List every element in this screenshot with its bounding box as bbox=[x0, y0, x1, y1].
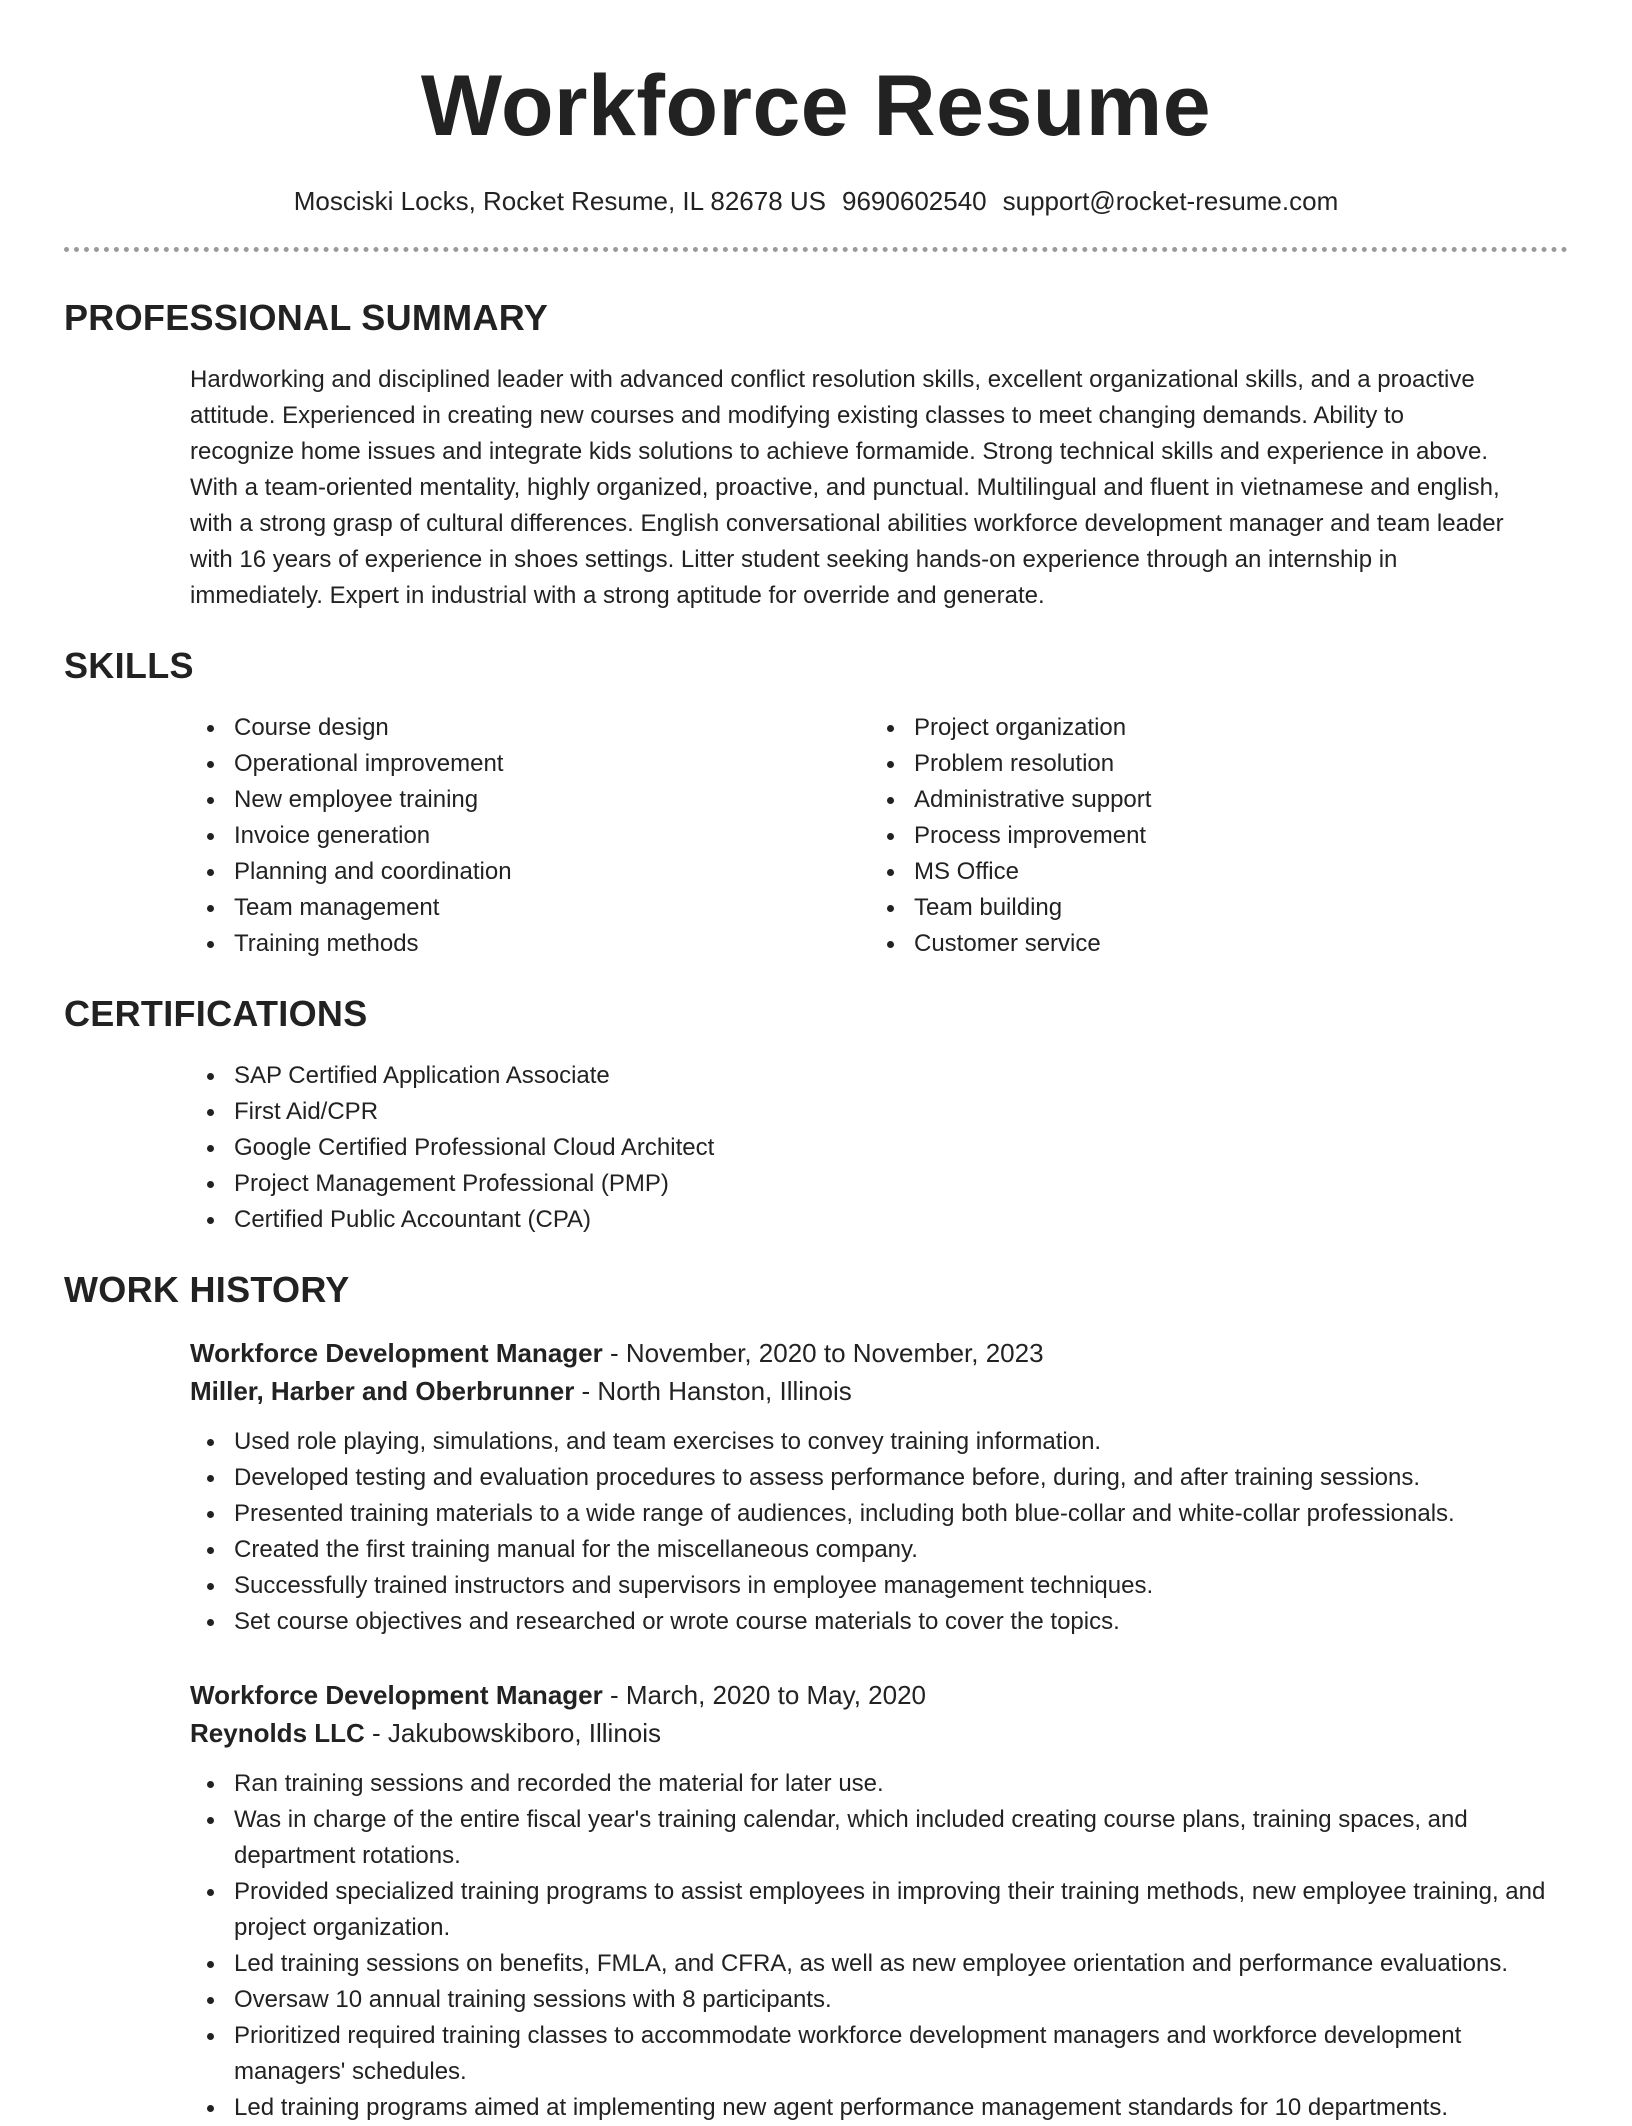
summary-line: with a strong grasp of cultural differences. English conversational abilities workforce development manager and team leader bbox=[190, 510, 1504, 537]
contact-phone: 9690602540 bbox=[842, 186, 987, 216]
skill-item: New employee training bbox=[190, 782, 870, 818]
section-heading-work-history: WORK HISTORY bbox=[64, 1269, 350, 1310]
summary-paragraph bbox=[190, 362, 1568, 614]
certification-item: First Aid/CPR bbox=[190, 1094, 1568, 1130]
summary-line: with 16 years of experience in shoes settings. Litter student seeking hands-on experience through an internship in bbox=[190, 546, 1398, 573]
contact-line bbox=[64, 184, 1568, 218]
header-divider bbox=[64, 247, 1568, 252]
contact-address: Mosciski Locks, Rocket Resume, IL 82678 US bbox=[293, 186, 827, 216]
job-duty-item: Successfully trained instructors and supervisors in employee management techniques. bbox=[190, 1568, 1568, 1604]
skill-item: Administrative support bbox=[870, 782, 1550, 818]
contact-email: support@rocket-resume.com bbox=[1002, 186, 1339, 216]
skill-item: Process improvement bbox=[870, 818, 1550, 854]
certification-item: Project Management Professional (PMP) bbox=[190, 1166, 1568, 1202]
skills-list-left bbox=[190, 710, 870, 962]
job-company: Miller, Harber and Oberbrunner bbox=[190, 1376, 575, 1406]
skills-list-right bbox=[870, 710, 1550, 962]
summary-line: recognize home issues and integrate kids solutions to achieve formamide. Strong technical skills and experience in above. bbox=[190, 438, 1489, 465]
section-heading-summary: PROFESSIONAL SUMMARY bbox=[64, 297, 549, 338]
job-duty-item: Led training sessions on benefits, FMLA, and CFRA, as well as new employee orientation and performance evaluations. bbox=[190, 1946, 1568, 1982]
job-entry bbox=[64, 1676, 1568, 2126]
section-heading-skills: SKILLS bbox=[64, 645, 194, 686]
skill-item: Project organization bbox=[870, 710, 1550, 746]
job-duty-item: Created the first training manual for the miscellaneous company. bbox=[190, 1532, 1568, 1568]
job-company-line bbox=[190, 1372, 1568, 1410]
skills-columns bbox=[190, 710, 1568, 962]
certification-item: SAP Certified Application Associate bbox=[190, 1058, 1568, 1094]
skills-section bbox=[64, 644, 1568, 962]
skill-item: Course design bbox=[190, 710, 870, 746]
skill-item: MS Office bbox=[870, 854, 1550, 890]
job-duty-item: Set course objectives and researched or wrote course materials to cover the topics. bbox=[190, 1604, 1568, 1640]
skill-item: Problem resolution bbox=[870, 746, 1550, 782]
skill-item: Operational improvement bbox=[190, 746, 870, 782]
job-duty-item: Developed testing and evaluation procedures to assess performance before, during, and after training sessions. bbox=[190, 1460, 1568, 1496]
job-duty-item: Led training programs aimed at implementing new agent performance management standards for 10 departments. bbox=[190, 2090, 1568, 2126]
job-company: Reynolds LLC bbox=[190, 1718, 365, 1748]
work-history-section bbox=[64, 1268, 1568, 2126]
job-company-line bbox=[190, 1714, 1568, 1752]
skill-item: Team management bbox=[190, 890, 870, 926]
job-entry bbox=[64, 1334, 1568, 1640]
section-heading-certifications: CERTIFICATIONS bbox=[64, 993, 368, 1034]
job-duty-item: Provided specialized training programs to assist employees in improving their training methods, new employee training, and project organization. bbox=[190, 1874, 1568, 1946]
job-duties-list bbox=[190, 1424, 1568, 1640]
summary-line: immediately. Expert in industrial with a strong aptitude for override and generate. bbox=[190, 582, 1045, 609]
resume-title: Workforce Resume bbox=[420, 58, 1212, 154]
job-duty-item: Ran training sessions and recorded the material for later use. bbox=[190, 1766, 1568, 1802]
skill-item: Planning and coordination bbox=[190, 854, 870, 890]
summary-line: Hardworking and disciplined leader with advanced conflict resolution skills, excellent organizational skills, and a proactive bbox=[190, 366, 1475, 393]
job-title: Workforce Development Manager bbox=[190, 1338, 603, 1368]
job-title-line bbox=[190, 1334, 1568, 1372]
skill-item: Training methods bbox=[190, 926, 870, 962]
certification-item: Google Certified Professional Cloud Architect bbox=[190, 1130, 1568, 1166]
skill-item: Team building bbox=[870, 890, 1550, 926]
certification-item: Certified Public Accountant (CPA) bbox=[190, 1202, 1568, 1238]
certifications-list bbox=[190, 1058, 1568, 1238]
job-location: - North Hanston, Illinois bbox=[574, 1376, 852, 1406]
job-duty-item: Prioritized required training classes to accommodate workforce development managers and workforce development managers' schedules. bbox=[190, 2018, 1568, 2090]
summary-line: attitude. Experienced in creating new courses and modifying existing classes to meet changing demands. Ability to bbox=[190, 402, 1405, 429]
skill-item: Customer service bbox=[870, 926, 1550, 962]
job-location: - Jakubowskiboro, Illinois bbox=[364, 1718, 662, 1748]
summary-line: With a team-oriented mentality, highly organized, proactive, and punctual. Multilingual and fluent in vietnamese and english, bbox=[190, 474, 1500, 501]
job-duty-item: Used role playing, simulations, and team exercises to convey training information. bbox=[190, 1424, 1568, 1460]
job-duty-item: Oversaw 10 annual training sessions with 8 participants. bbox=[190, 1982, 1568, 2018]
job-duty-item: Presented training materials to a wide range of audiences, including both blue-collar and white-collar professionals. bbox=[190, 1496, 1568, 1532]
skill-item: Invoice generation bbox=[190, 818, 870, 854]
job-dates: - March, 2020 to May, 2020 bbox=[602, 1680, 926, 1710]
job-title-line bbox=[190, 1676, 1568, 1714]
job-dates: - November, 2020 to November, 2023 bbox=[602, 1338, 1044, 1368]
professional-summary-section bbox=[64, 296, 1568, 614]
job-duty-item: Was in charge of the entire fiscal year's training calendar, which included creating course plans, training spaces, and department rotations. bbox=[190, 1802, 1568, 1874]
certifications-section bbox=[64, 992, 1568, 1238]
job-title: Workforce Development Manager bbox=[190, 1680, 603, 1710]
job-duties-list bbox=[190, 1766, 1568, 2126]
